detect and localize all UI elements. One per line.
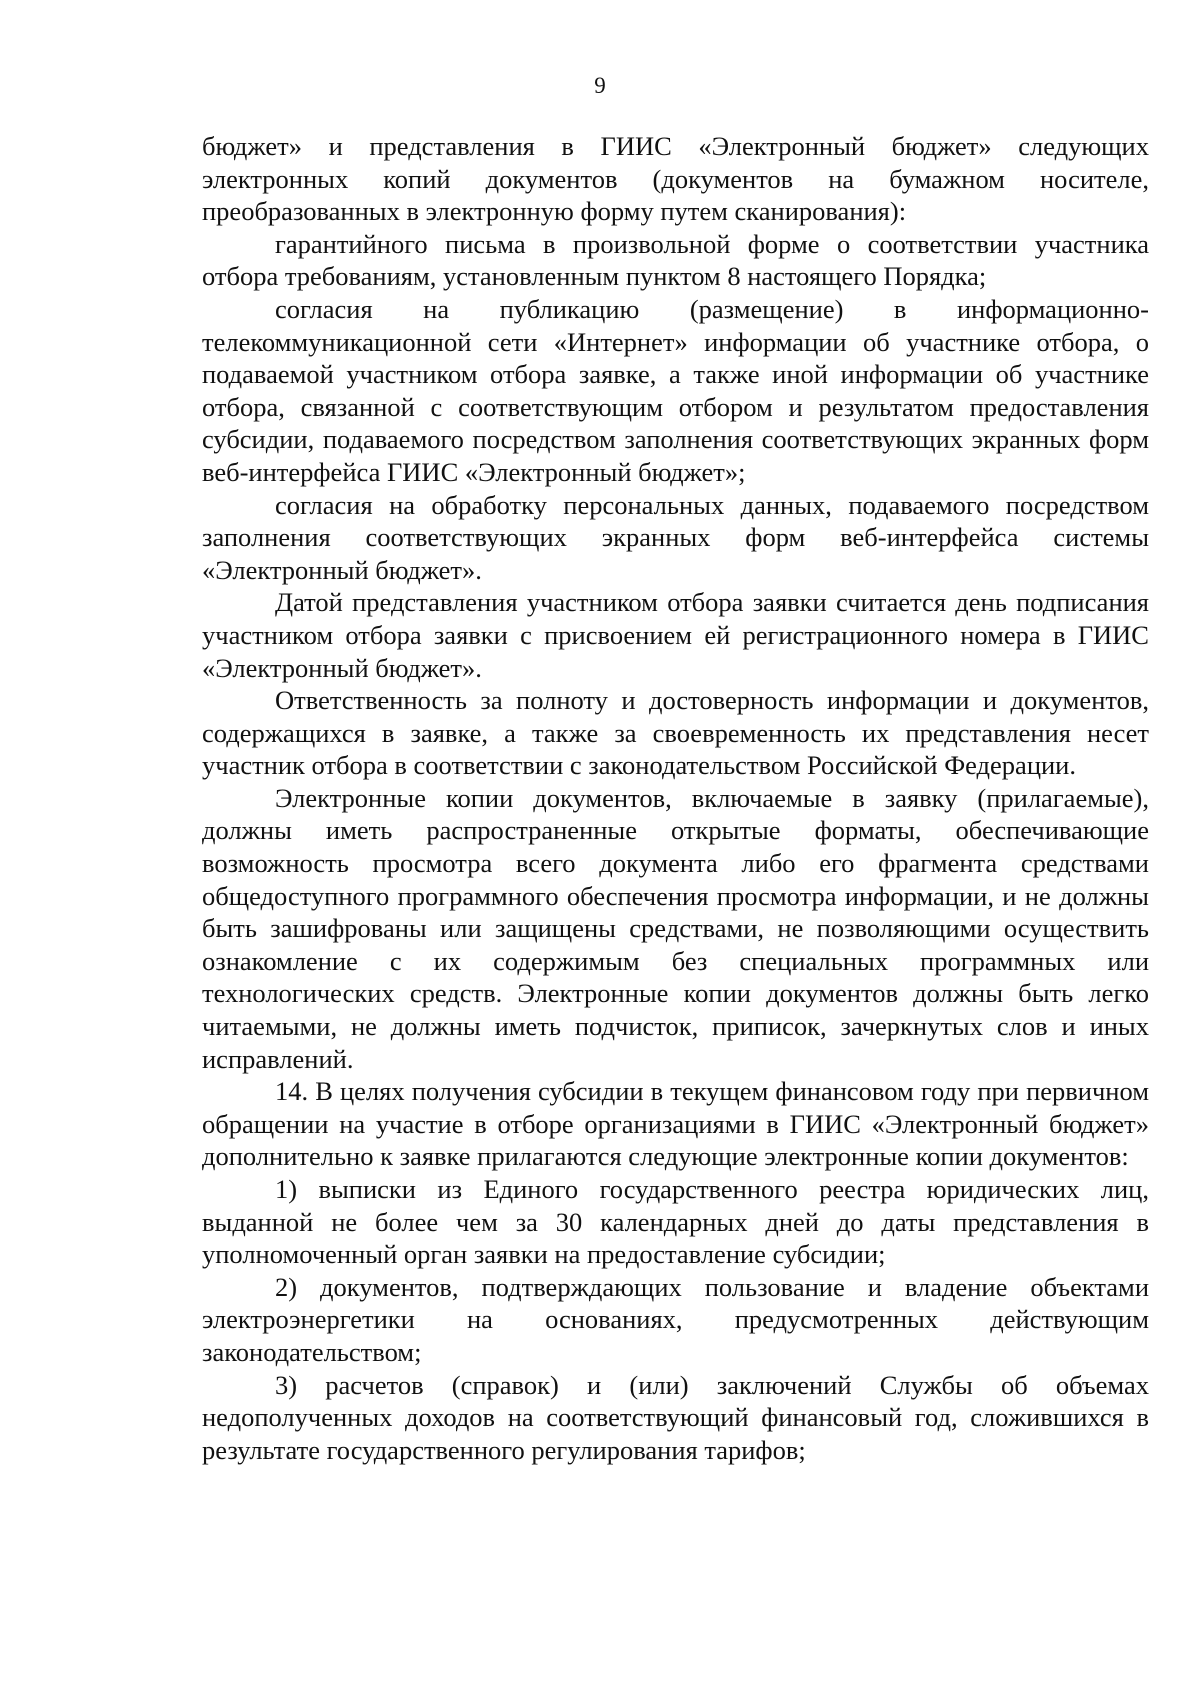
paragraph-guarantee-letter: гарантийного письма в произвольной форме о соответствии участника отбора требованиям, установленным пунктом 8 настоящего Порядка;	[202, 228, 1149, 292]
paragraph-submission-date: Датой представления участником отбора заявки считается день подписания участником отбора заявки с присвоением ей регистрационного номера в ГИИС «Электронный бюджет».	[202, 587, 1149, 683]
paragraph-continuation: бюджет» и представления в ГИИС «Электронный бюджет» следующих электронных копий документов (документов на бумажном носителе, преобразованных в электронную форму путем сканирования):	[202, 131, 1149, 227]
list-item-1-registry-extract: 1) выписки из Единого государственного реестра юридических лиц, выданной не более чем за 30 календарных дней до даты представления в уполномоченный орган заявки на предоставление субсидии;	[202, 1174, 1149, 1270]
paragraph-personal-data-consent: согласия на обработку персональных данных, подаваемого посредством заполнения соответствующих экранных форм веб-интерфейса системы «Электронный бюджет».	[202, 489, 1149, 585]
paragraph-item-14: 14. В целях получения субсидии в текущем финансовом году при первичном обращении на участие в отборе организациями в ГИИС «Электронный бюджет» дополнительно к заявке прилагаются следующие электронные копии документов:	[202, 1076, 1149, 1172]
list-item-2-ownership-documents: 2) документов, подтверждающих пользование и владение объектами электроэнергетики на основаниях, предусмотренных действующим законодательством;	[202, 1271, 1149, 1367]
paragraph-electronic-copies: Электронные копии документов, включаемые в заявку (прилагаемые), должны иметь распространенные открытые форматы, обеспечивающие возможность просмотра всего документа либо его фрагмента средствами общедоступного программного обеспечения просмотра информации, и не должны быть зашифрованы или защищены средствами, не позволяющими осуществить ознакомление с их содержимым без специальных программных или технологических средств. Электронные копии документов должны быть легко читаемыми, не должны иметь подчисток, приписок, зачеркнутых слов и иных исправлений.	[202, 782, 1149, 1074]
page-number: 9	[594, 73, 606, 98]
paragraph-publication-consent: согласия на публикацию (размещение) в информационно-телекоммуникационной сети «Интернет» информации об участнике отбора, о подаваемой участником отбора заявке, а также иной информации об участнике отбора, связанной с соответствующим отбором и результатом предоставления субсидии, подаваемого посредством заполнения соответствующих экранных форм веб-интерфейса ГИИС «Электронный бюджет»;	[202, 293, 1149, 487]
paragraph-responsibility: Ответственность за полноту и достоверность информации и документов, содержащихся в заявке, а также за своевременность их представления несет участник отбора в соответствии с законодательством Российской Федерации.	[202, 685, 1149, 781]
list-item-3-calculations: 3) расчетов (справок) и (или) заключений Службы об объемах недополученных доходов на соответствующий финансовый год, сложившихся в результате государственного регулирования тарифов;	[202, 1369, 1149, 1465]
document-body	[202, 130, 1149, 1466]
